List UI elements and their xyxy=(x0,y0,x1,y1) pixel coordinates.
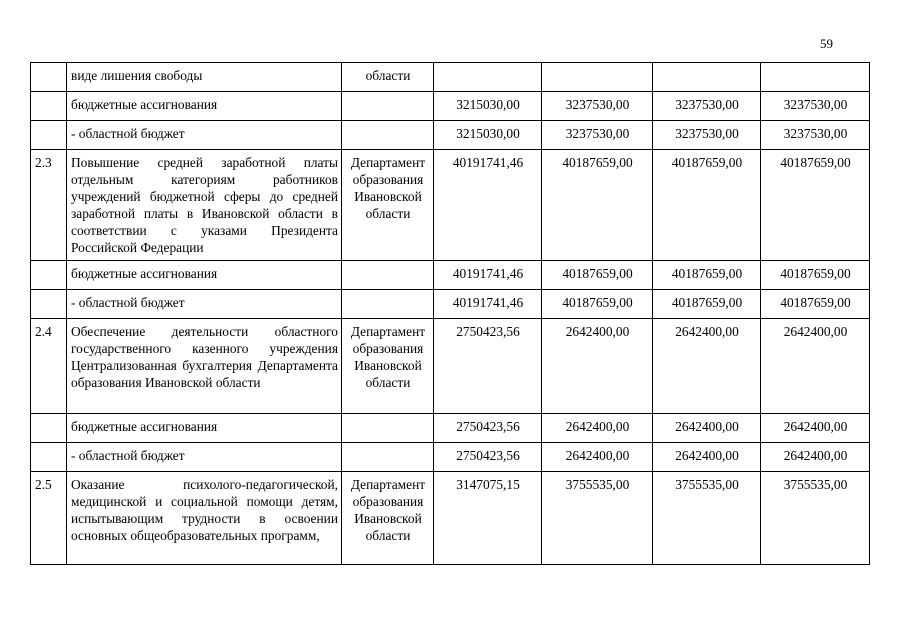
value-year-1: 3215030,00 xyxy=(434,121,542,150)
value-year-2: 2642400,00 xyxy=(542,319,653,414)
value-year-2: 3237530,00 xyxy=(542,121,653,150)
value-year-2: 40187659,00 xyxy=(542,150,653,261)
value-year-1 xyxy=(434,63,542,92)
row-executor xyxy=(342,92,434,121)
row-description: Оказание психолого-педагогической, медицинской и социальной помощи детям, испытывающим трудности в освоении основных общеобразовательных программ, xyxy=(67,472,342,565)
table-row xyxy=(31,150,870,261)
page-number: 59 xyxy=(820,36,833,51)
row-executor: Департамент образования Ивановской области xyxy=(342,472,434,565)
budget-table xyxy=(30,62,870,565)
table-row xyxy=(31,92,870,121)
value-year-2: 2642400,00 xyxy=(542,443,653,472)
value-year-4: 2642400,00 xyxy=(761,319,870,414)
row-description: - областной бюджет xyxy=(67,443,342,472)
value-year-2: 3237530,00 xyxy=(542,92,653,121)
value-year-1: 2750423,56 xyxy=(434,443,542,472)
row-number xyxy=(31,290,67,319)
value-year-3: 3237530,00 xyxy=(653,121,761,150)
value-year-4: 2642400,00 xyxy=(761,414,870,443)
table-row xyxy=(31,290,870,319)
row-number: 2.4 xyxy=(31,319,67,414)
row-number xyxy=(31,63,67,92)
value-year-4: 3237530,00 xyxy=(761,121,870,150)
row-description: - областной бюджет xyxy=(67,121,342,150)
value-year-1: 2750423,56 xyxy=(434,319,542,414)
row-executor xyxy=(342,290,434,319)
table-row xyxy=(31,472,870,565)
value-year-1: 40191741,46 xyxy=(434,261,542,290)
row-description: Обеспечение деятельности областного государственного казенного учреждения Централизованная бухгалтерия Департамента образования Ивановской области xyxy=(67,319,342,414)
row-number xyxy=(31,414,67,443)
row-executor: Департамент образования Ивановской области xyxy=(342,319,434,414)
row-number xyxy=(31,92,67,121)
row-executor xyxy=(342,443,434,472)
row-executor xyxy=(342,261,434,290)
row-executor xyxy=(342,414,434,443)
value-year-3: 3755535,00 xyxy=(653,472,761,565)
value-year-2: 3755535,00 xyxy=(542,472,653,565)
value-year-3: 40187659,00 xyxy=(653,150,761,261)
table-row xyxy=(31,319,870,414)
value-year-4: 3237530,00 xyxy=(761,92,870,121)
value-year-4: 40187659,00 xyxy=(761,150,870,261)
row-description: бюджетные ассигнования xyxy=(67,414,342,443)
value-year-2: 40187659,00 xyxy=(542,261,653,290)
table-row xyxy=(31,443,870,472)
value-year-4: 3755535,00 xyxy=(761,472,870,565)
value-year-2: 2642400,00 xyxy=(542,414,653,443)
value-year-1: 40191741,46 xyxy=(434,290,542,319)
table-row xyxy=(31,414,870,443)
value-year-1: 3215030,00 xyxy=(434,92,542,121)
row-number: 2.5 xyxy=(31,472,67,565)
table-row xyxy=(31,261,870,290)
row-number xyxy=(31,261,67,290)
row-executor: Департамент образования Ивановской области xyxy=(342,150,434,261)
row-description: - областной бюджет xyxy=(67,290,342,319)
value-year-1: 2750423,56 xyxy=(434,414,542,443)
value-year-2 xyxy=(542,63,653,92)
row-number: 2.3 xyxy=(31,150,67,261)
value-year-3: 2642400,00 xyxy=(653,443,761,472)
value-year-3: 3237530,00 xyxy=(653,92,761,121)
table-row xyxy=(31,121,870,150)
value-year-1: 40191741,46 xyxy=(434,150,542,261)
value-year-3: 2642400,00 xyxy=(653,319,761,414)
value-year-4: 40187659,00 xyxy=(761,261,870,290)
value-year-3 xyxy=(653,63,761,92)
row-description: бюджетные ассигнования xyxy=(67,261,342,290)
value-year-4: 2642400,00 xyxy=(761,443,870,472)
value-year-4: 40187659,00 xyxy=(761,290,870,319)
value-year-3: 40187659,00 xyxy=(653,290,761,319)
row-number xyxy=(31,121,67,150)
value-year-3: 2642400,00 xyxy=(653,414,761,443)
value-year-2: 40187659,00 xyxy=(542,290,653,319)
row-number xyxy=(31,443,67,472)
value-year-3: 40187659,00 xyxy=(653,261,761,290)
row-executor: области xyxy=(342,63,434,92)
row-description: виде лишения свободы xyxy=(67,63,342,92)
value-year-1: 3147075,15 xyxy=(434,472,542,565)
table-row xyxy=(31,63,870,92)
row-description: Повышение средней заработной платы отдельным категориям работников учреждений бюджетной сферы до средней заработной платы в Ивановской области в соответствии с указами Президента Российской Федерации xyxy=(67,150,342,261)
row-description: бюджетные ассигнования xyxy=(67,92,342,121)
value-year-4 xyxy=(761,63,870,92)
row-executor xyxy=(342,121,434,150)
